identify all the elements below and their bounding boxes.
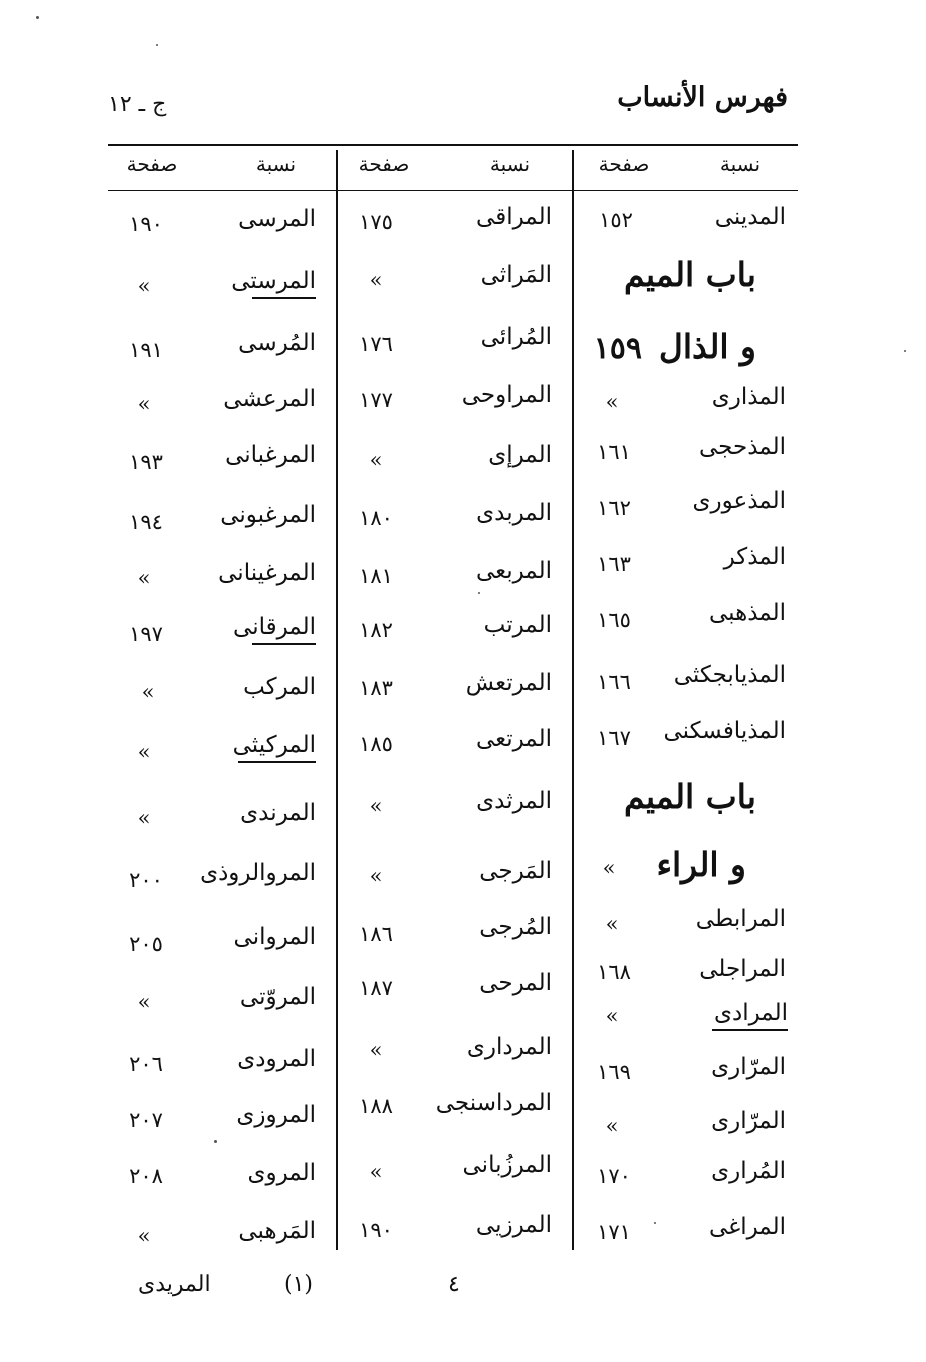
page-title: فهرس الأنساب: [617, 82, 788, 113]
index-entry-page: ٢٠٨: [129, 1164, 163, 1188]
footer-signature: ٤: [448, 1272, 460, 1297]
index-entry-name: المذكر: [723, 544, 786, 570]
index-entry-page: ١٨٠: [359, 506, 393, 530]
index-entry-page: »: [137, 392, 151, 416]
index-entry-name: المرادى: [712, 1002, 788, 1031]
index-entry-name: المرقانى: [252, 616, 316, 645]
index-entry-page: ١٥٢: [599, 208, 633, 232]
index-entry-page: ١٧٠: [597, 1164, 631, 1188]
volume-label: ج ـ ١٢: [108, 92, 167, 117]
index-entry-page: »: [369, 1038, 383, 1062]
column-divider-right: [572, 150, 574, 1250]
index-entry-name: المُرسى: [238, 330, 316, 356]
index-entry-name: المراجلى: [699, 956, 786, 982]
index-entry-page: ١٧٧: [359, 388, 393, 412]
index-entry-page: ٢٠٠: [129, 868, 163, 892]
index-entry-name: المذهبى: [708, 600, 786, 626]
index-entry-page: ١٩٠: [359, 1218, 393, 1242]
index-entry-name: المراقى: [476, 204, 552, 230]
index-entry-name: المروّتى: [239, 984, 316, 1010]
paper-speck: [36, 16, 39, 19]
index-entry-name: المرستى: [252, 270, 316, 299]
header-bottom-rule: [108, 190, 798, 191]
index-entry-name: المرغبونى: [220, 502, 316, 528]
section-heading-page: ١٥٩: [593, 331, 642, 366]
index-entry-page: »: [605, 912, 619, 936]
index-entry-name: المرابطى: [695, 906, 786, 932]
section-heading: باب الميم: [623, 777, 756, 816]
paper-speck: [214, 1140, 217, 1143]
index-entry-page: »: [137, 806, 151, 830]
index-entry-page: ١٦٧: [597, 726, 631, 750]
index-entry-name: المُرجى: [479, 914, 552, 940]
index-entry-name: المرعشى: [223, 386, 316, 412]
index-entry-name: المذيابجكثى: [673, 662, 786, 688]
index-entry-name: المرغينانى: [218, 560, 316, 586]
index-entry-name: المذعورى: [692, 488, 786, 514]
index-entry-page: »: [137, 990, 151, 1014]
index-entry-page: »: [369, 864, 383, 888]
index-entry-page: ١٨٥: [359, 732, 393, 756]
index-entry-page: ١٦٩: [597, 1060, 631, 1084]
index-entry-name: المراغى: [709, 1214, 786, 1240]
index-entry-name: المرّارى: [711, 1054, 786, 1080]
index-entry-page: ١٨٣: [359, 676, 393, 700]
index-entry-page: ١٨٨: [359, 1094, 393, 1118]
index-entry-name: المرسى: [238, 206, 316, 232]
index-entry-name: المرتعى: [475, 726, 552, 752]
index-entry-name: المرداسنجى: [435, 1090, 552, 1116]
index-entry-page: »: [141, 680, 155, 704]
index-entry-name: المذارى: [711, 384, 786, 410]
section-heading: و الذال: [658, 327, 756, 366]
index-entry-name: المرإى: [488, 442, 552, 468]
index-entry-name: المُرائى: [480, 324, 552, 350]
index-entry-name: المرودى: [237, 1046, 316, 1072]
index-entry-page: »: [369, 268, 383, 292]
index-entry-name: المَراثى: [480, 262, 552, 288]
index-entry-page: ٢٠٥: [129, 932, 163, 956]
index-entry-name: المروالروذى: [200, 860, 316, 886]
index-entry-name: المرّارى: [711, 1108, 786, 1134]
index-entry-name: المروى: [247, 1160, 316, 1186]
index-entry-page: ١٩١: [129, 338, 163, 362]
index-entry-page: »: [137, 566, 151, 590]
index-entry-page: »: [369, 794, 383, 818]
index-entry-name: المدينى: [714, 204, 786, 230]
index-entry-page: ١٦٦: [597, 670, 631, 694]
paper-speck: [478, 592, 480, 594]
index-entry-page: ١٩٧: [129, 622, 163, 646]
index-entry-name: المرزيى: [475, 1212, 552, 1238]
index-entry-name: المرزُبانى: [462, 1152, 552, 1178]
index-entry-name: المروزى: [236, 1102, 316, 1128]
index-entry-page: ١٨١: [359, 564, 393, 588]
col-header-nisba-middle: نسبة: [489, 152, 531, 176]
paper-speck: [904, 350, 906, 352]
index-entry-page: ١٨٢: [359, 618, 393, 642]
index-entry-name: المرغبانى: [225, 442, 316, 468]
index-entry-page: ١٩٤: [129, 510, 163, 534]
index-entry-name: المرتعش: [465, 670, 552, 696]
index-entry-page: »: [137, 1224, 151, 1248]
index-entry-page: ١٦٣: [597, 552, 631, 576]
index-entry-page: »: [369, 1160, 383, 1184]
header-top-rule: [108, 144, 798, 146]
index-entry-name: المرندى: [240, 800, 316, 826]
index-entry-name: المذحجى: [698, 434, 786, 460]
index-entry-page: ١٨٦: [359, 922, 393, 946]
index-entry-page: »: [137, 274, 151, 298]
index-entry-page: ١٦١: [597, 440, 631, 464]
index-entry-name: المروانى: [233, 924, 316, 950]
index-entry-name: المرثدى: [476, 788, 552, 814]
index-entry-name: المرحى: [479, 970, 552, 996]
index-entry-name: المربدى: [476, 500, 552, 526]
footer-note-mark: (١): [284, 1272, 314, 1297]
index-entry-page: ٢٠٧: [129, 1108, 163, 1132]
index-entry-name: المراوحى: [461, 382, 552, 408]
col-header-safha-middle: صفحة: [358, 152, 410, 176]
index-entry-name: المَرهبى: [238, 1218, 316, 1244]
footer-catchword: المريدى: [138, 1272, 211, 1297]
index-entry-name: المردارى: [466, 1034, 552, 1060]
index-entry-page: ١٦٥: [597, 608, 631, 632]
column-divider-left: [336, 150, 338, 1250]
index-entry-page: ١٩٣: [129, 450, 163, 474]
paper-speck: [156, 44, 158, 46]
index-entry-page: »: [605, 1004, 619, 1028]
index-entry-name: المذيافسكنى: [663, 718, 786, 744]
section-heading-page: »: [602, 856, 616, 880]
index-entry-page: ١٩٠: [129, 212, 163, 236]
index-entry-page: »: [605, 390, 619, 414]
index-entry-page: »: [605, 1114, 619, 1138]
index-entry-page: ١٦٨: [597, 960, 631, 984]
section-heading: و الراء: [656, 845, 746, 884]
index-entry-name: المَرجى: [479, 858, 552, 884]
col-header-safha-right: صفحة: [598, 152, 650, 176]
index-entry-page: ١٨٧: [359, 976, 393, 1000]
index-entry-page: »: [369, 448, 383, 472]
index-entry-name: المرتب: [483, 612, 552, 638]
index-entry-page: ١٧٥: [359, 210, 393, 234]
index-entry-page: ٢٠٦: [129, 1052, 163, 1076]
col-header-safha-left: صفحة: [126, 152, 178, 176]
index-entry-page: »: [137, 740, 151, 764]
index-entry-name: المُرارى: [711, 1158, 786, 1184]
index-entry-name: المركيثى: [238, 734, 316, 763]
index-entry-name: المركب: [243, 674, 316, 700]
paper-speck: [654, 1222, 656, 1224]
col-header-nisba-left: نسبة: [255, 152, 297, 176]
section-heading: باب الميم: [623, 255, 756, 294]
index-entry-page: ١٧١: [597, 1220, 631, 1244]
col-header-nisba-right: نسبة: [719, 152, 761, 176]
index-entry-page: ١٦٢: [597, 496, 631, 520]
index-entry-page: ١٧٦: [359, 332, 393, 356]
index-entry-name: المربعى: [475, 558, 552, 584]
